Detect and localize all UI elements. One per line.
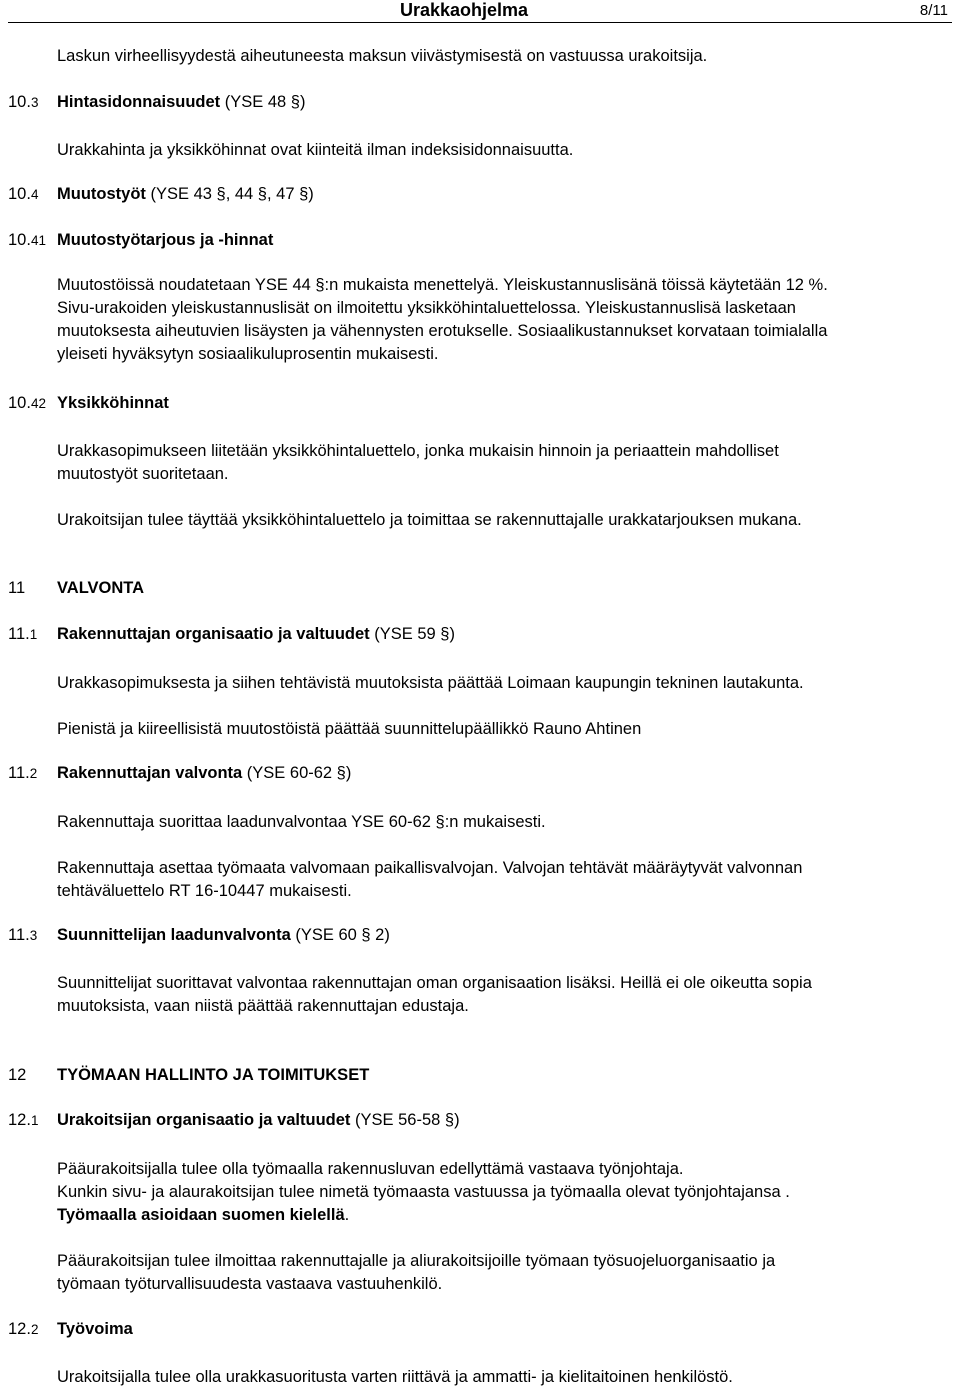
section-number-10-42: 10.42	[8, 394, 46, 412]
paragraph-designer-supervision	[57, 972, 917, 1018]
emphasis-language: Työmaalla asioidaan suomen kielellä	[57, 1206, 345, 1224]
section-heading-12-1	[57, 1111, 460, 1130]
section-reference: (YSE 56-58 §)	[350, 1111, 460, 1129]
paragraph-contractor-organisation	[57, 1158, 917, 1227]
section-number-10-4: 10.4	[8, 185, 39, 203]
section-reference: (YSE 60-62 §)	[242, 764, 352, 782]
section-number-12-1: 12.1	[8, 1111, 39, 1129]
section-title: Rakennuttajan organisaatio ja valtuudet	[57, 625, 370, 643]
section-reference: (YSE 48 §)	[220, 93, 306, 111]
section-number-11-1: 11.1	[8, 625, 38, 643]
chapter-title: VALVONTA	[57, 579, 145, 597]
chapter-number-12: 12	[8, 1066, 27, 1084]
text-line: Kunkin sivu- ja alaurakoitsijan tulee nimetä työmaasta vastuussa ja työmaalla olevat työnjohtajansa .	[57, 1183, 790, 1201]
section-heading-11-3	[57, 926, 390, 945]
text-line: Sivu-urakoiden yleiskustannuslisät on ilmoitettu yksikköhintaluettelossa. Yleiskustannuslisä lasketaan	[57, 299, 796, 317]
chapter-number-11: 11	[8, 579, 26, 597]
section-heading-10-3	[57, 93, 305, 112]
document-title: Urakkaohjelma	[400, 0, 529, 20]
text-line: Pääurakoitsijan tulee ilmoittaa rakennuttajalle ja aliurakoitsijoille työmaan työsuojeluorganisaatio ja	[57, 1252, 776, 1270]
text-line: Urakkasopimukseen liitetään yksikköhintaluettelo, jonka mukaisin hinnoin ja periaattein mahdolliset	[57, 442, 779, 460]
section-number-12-2: 12.2	[8, 1320, 39, 1338]
text-line: yleiseti hyväksytyn sosiaalikuluprosentin mukaisesti.	[57, 345, 439, 363]
section-number-10-41: 10.41	[8, 231, 46, 249]
chapter-heading-12	[57, 1066, 369, 1085]
section-heading-10-42	[57, 394, 169, 413]
section-number-11-2: 11.2	[8, 764, 38, 782]
paragraph-price-binding: Urakkahinta ja yksikköhinnat ovat kiinteitä ilman indeksisidonnaisuutta.	[57, 141, 574, 159]
section-title: Muutostyöt	[57, 185, 146, 203]
paragraph-unit-price-list	[57, 440, 917, 486]
section-reference: (YSE 43 §, 44 §, 47 §)	[145, 185, 314, 203]
text-line: työmaan työturvallisuudesta vastaava vastuuhenkilö.	[57, 1275, 443, 1293]
paragraph-small-changes: Pienistä ja kiireellisistä muutostöistä päättää suunnittelupäällikkö Rauno Ahtinen	[57, 720, 642, 738]
text-line: muutoksesta aiheutuvien lisäysten ja vähennysten erotukselle. Sosiaalikustannukset korvataan toimialalla	[57, 322, 828, 340]
text-line: Rakennuttaja asettaa työmaata valvomaan paikallisvalvojan. Valvojan tehtävät määräytyvät valvonnan	[57, 859, 803, 877]
section-reference: (YSE 60 § 2)	[290, 926, 390, 944]
section-title: Työvoima	[57, 1320, 133, 1338]
section-reference: (YSE 59 §)	[369, 625, 455, 643]
page-number: 8/11	[919, 2, 948, 19]
section-heading-11-1	[57, 625, 455, 644]
chapter-heading-11	[57, 579, 144, 598]
section-heading-11-2	[57, 764, 351, 783]
section-heading-10-4	[57, 185, 314, 204]
header-divider	[8, 22, 952, 23]
text-line: Työmaalla asioidaan suomen kielellä.	[57, 1206, 350, 1224]
section-title: Suunnittelijan laadunvalvonta	[57, 926, 291, 944]
text-line: muutoksista, vaan niistä päättää rakennuttajan edustaja.	[57, 997, 469, 1015]
paragraph-safety-organisation	[57, 1250, 917, 1296]
paragraph-contract-decisions: Urakkasopimuksesta ja siihen tehtävistä muutoksista päättää Loimaan kaupungin tekninen lautakunta.	[57, 674, 804, 692]
text-line: tehtäväluettelo RT 16-10447 mukaisesti.	[57, 882, 352, 900]
paragraph-site-supervisor	[57, 857, 917, 903]
text-line: muutostyöt suoritetaan.	[57, 465, 229, 483]
paragraph-change-work-pricing	[57, 274, 917, 366]
section-number-10-3: 10.3	[8, 93, 39, 111]
section-title: Yksikköhinnat	[57, 394, 169, 412]
section-heading-10-41	[57, 231, 273, 250]
text-line: Muutostöissä noudatetaan YSE 44 §:n mukaista menettelyä. Yleiskustannuslisänä töissä käytetään 12 %.	[57, 276, 828, 294]
section-title: Muutostyötarjous ja -hinnat	[57, 231, 274, 249]
section-number-11-3: 11.3	[8, 926, 38, 944]
section-title: Urakoitsijan organisaatio ja valtuudet	[57, 1111, 351, 1129]
paragraph-quality-supervision: Rakennuttaja suorittaa laadunvalvontaa YSE 60-62 §:n mukaisesti.	[57, 813, 546, 831]
paragraph-fill-unit-prices: Urakoitsijan tulee täyttää yksikköhintaluettelo ja toimittaa se rakennuttajalle urakkatarjouksen mukana.	[57, 511, 802, 529]
text-line: Pääurakoitsijalla tulee olla työmaalla rakennusluvan edellyttämä vastaava työnjohtaja.	[57, 1160, 684, 1178]
section-heading-12-2	[57, 1320, 133, 1339]
chapter-title: TYÖMAAN HALLINTO JA TOIMITUKSET	[57, 1066, 370, 1084]
paragraph-workforce: Urakoitsijalla tulee olla urakkasuoritusta varten riittävä ja ammatti- ja kielitaitoinen henkilöstö.	[57, 1368, 733, 1386]
paragraph-invoice-delay: Laskun virheellisyydestä aiheutuneesta maksun viivästymisestä on vastuussa urakoitsija.	[57, 47, 708, 65]
text-line: Suunnittelijat suorittavat valvontaa rakennuttajan oman organisaation lisäksi. Heillä ei ole oikeutta sopia	[57, 974, 812, 992]
section-title: Hintasidonnaisuudet	[57, 93, 221, 111]
section-title: Rakennuttajan valvonta	[57, 764, 243, 782]
